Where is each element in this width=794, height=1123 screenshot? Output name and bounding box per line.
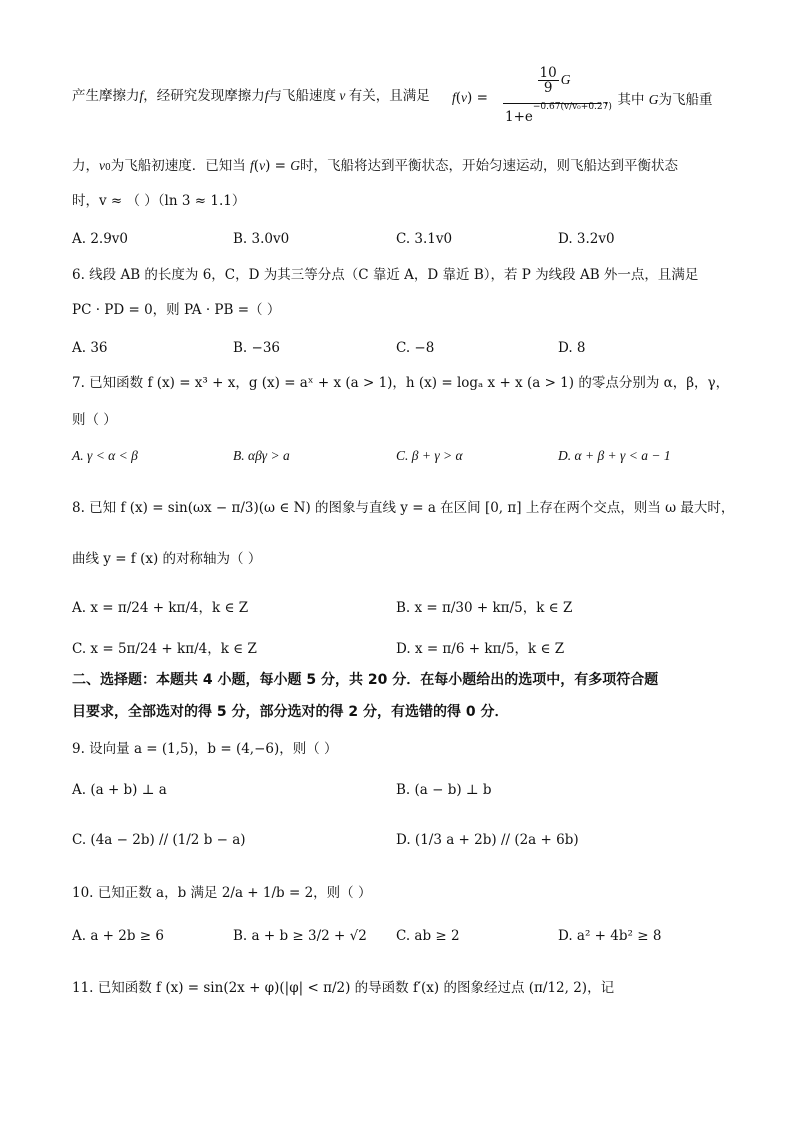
q9-line1: 9. 设向量 a = (1,5)，b = (4,−6)，则（ ）: [72, 741, 338, 757]
q5-line1: 产生摩擦力f，经研究发现摩擦力f与飞船速度 v 有关，且满足: [72, 88, 430, 104]
q5-line2: 力，v0为飞船初速度．已知当 f(v) = G时，飞船将达到平衡状态，开始匀速运动，则飞船达到平衡状态: [72, 158, 678, 174]
q8-option-c: C. x = 5π/24 + kπ/4，k ∈ Z: [72, 641, 257, 657]
q5-option-a: A. 2.9v0: [72, 231, 129, 247]
q9-option-c: C. (4a − 2b) // (1/2 b − a): [72, 832, 246, 848]
q7-option-a: A. γ < α < β: [72, 448, 138, 463]
q10-option-a: A. a + 2b ≥ 6: [72, 928, 164, 944]
q6-option-c: C. −8: [396, 340, 435, 356]
q5-formula-numerator: $\frac{10}{9}$ G: [539, 65, 571, 97]
q8-option-a: A. x = π/24 + kπ/4，k ∈ Z: [72, 600, 249, 616]
q6-option-a: A. 36: [72, 340, 108, 356]
q8-option-d: D. x = π/6 + kπ/5，k ∈ Z: [396, 641, 565, 657]
q5-line3: 时，v ≈ （ ）（ln 3 ≈ 1.1）: [72, 193, 246, 209]
q5-line1-tail: ，其中 G为飞船重: [604, 92, 713, 108]
q6-line1: 6. 线段 AB 的长度为 6，C，D 为其三等分点（C 靠近 A，D 靠近 B），若 P 为线段 AB 外一点，且满足: [72, 267, 699, 283]
q8-option-b: B. x = π/30 + kπ/5，k ∈ Z: [396, 600, 573, 616]
q5-option-b: B. 3.0v0: [233, 231, 290, 247]
section2-heading-line2: 目要求，全部选对的得 5 分，部分选对的得 2 分，有选错的得 0 分．: [72, 704, 509, 720]
q10-option-d: D. a² + 4b² ≥ 8: [558, 928, 662, 944]
q7-option-d: D. α + β + γ < a − 1: [558, 448, 671, 463]
q5-formula-denominator: $1+e^{-0.67(v/v_0+0.27)}$: [505, 102, 612, 125]
q6-option-d: D. 8: [558, 340, 586, 356]
section2-heading-line1: 二、选择题：本题共 4 小题，每小题 5 分，共 20 分．在每小题给出的选项中，有多项符合题: [72, 672, 659, 688]
q9-option-b: B. (a − b) ⊥ b: [396, 782, 492, 798]
q10-line1: 10. 已知正数 a，b 满足 2/a + 1/b = 2，则（ ）: [72, 885, 372, 901]
q6-option-b: B. −36: [233, 340, 280, 356]
q5-formula-lhs: f(v) =: [452, 90, 488, 106]
q7-line2: 则（ ）: [72, 412, 117, 428]
q8-line1: 8. 已知 f (x) = sin(ωx − π/3)(ω ∈ N) 的图象与直线 y = a 在区间 [0, π] 上存在两个交点，则当 ω 最大时，: [72, 500, 735, 516]
q7-option-b: B. αβγ > a: [233, 448, 290, 463]
q8-line2: 曲线 y = f (x) 的对称轴为（ ）: [72, 551, 262, 567]
q9-option-a: A. (a + b) ⊥ a: [72, 782, 167, 798]
q9-option-d: D. (1/3 a + 2b) // (2a + 6b): [396, 832, 579, 848]
q5-option-c: C. 3.1v0: [396, 231, 453, 247]
q5-option-d: D. 3.2v0: [558, 231, 615, 247]
q7-line1: 7. 已知函数 f (x) = x³ + x，g (x) = aˣ + x (a > 1)，h (x) = logₐ x + x (a > 1) 的零点分别为 α，β，γ，: [72, 375, 730, 391]
q6-line2: PC · PD = 0，则 PA · PB =（ ）: [72, 302, 281, 318]
q10-option-c: C. ab ≥ 2: [396, 928, 460, 944]
q7-option-c: C. β + γ > α: [396, 448, 463, 463]
q11-line1: 11. 已知函数 f (x) = sin(2x + φ)(|φ| < π/2) 的导函数 f′(x) 的图象经过点 (π/12, 2)，记: [72, 980, 615, 996]
q10-option-b: B. a + b ≥ 3/2 + √2: [233, 928, 367, 944]
